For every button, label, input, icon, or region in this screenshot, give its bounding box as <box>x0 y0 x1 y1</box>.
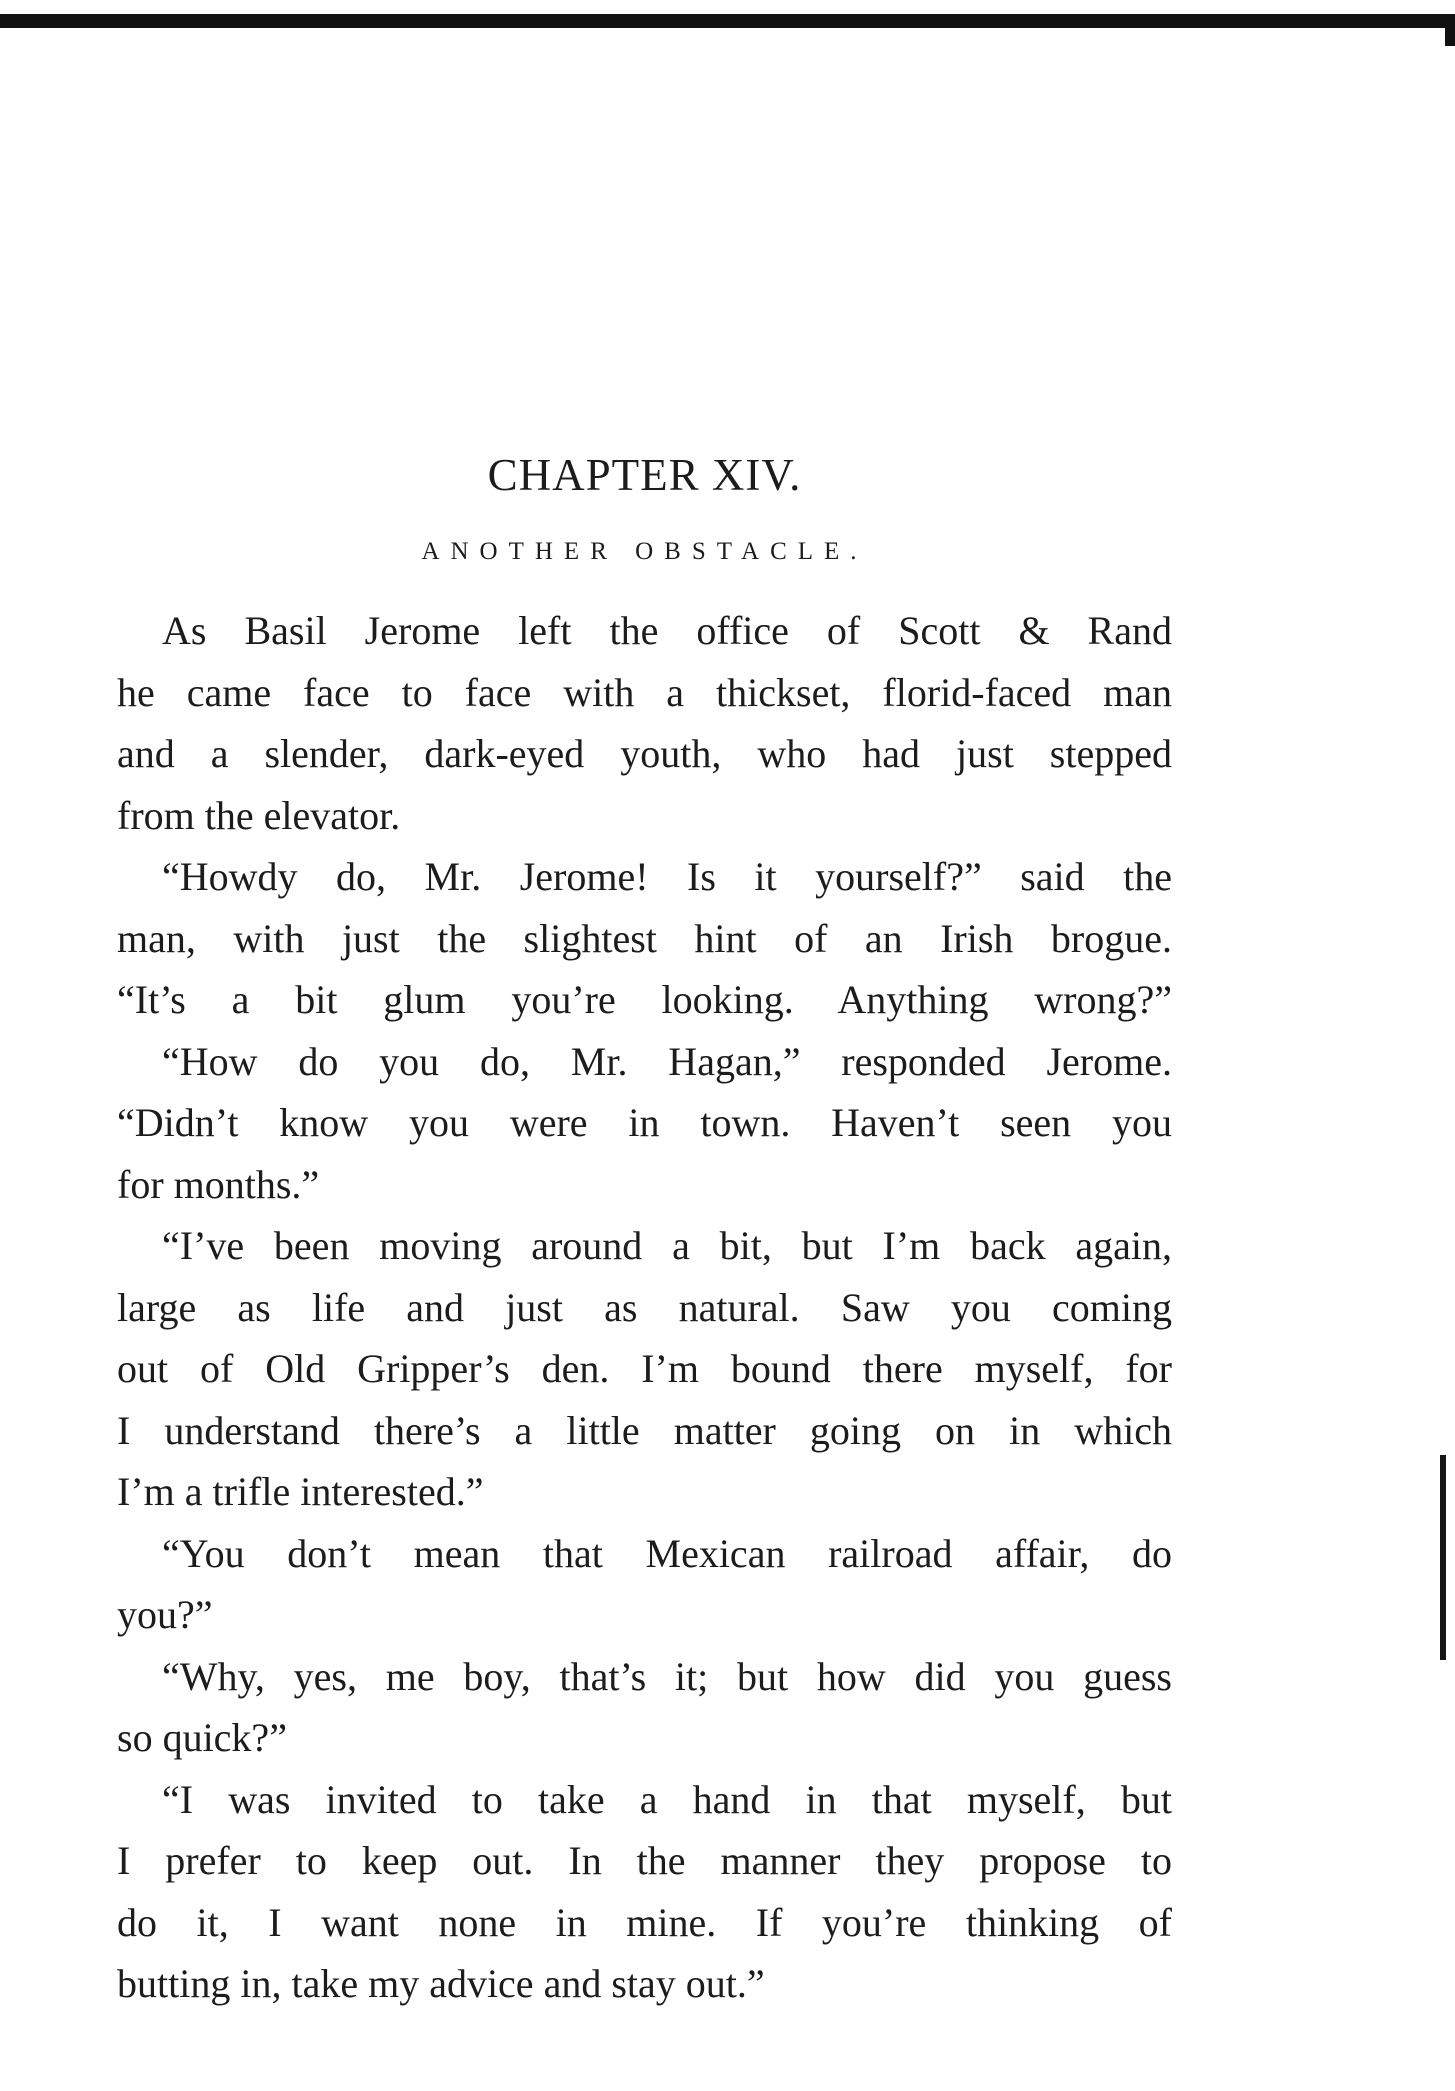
book-page <box>117 440 1172 2015</box>
text-line: “How do you do, Mr. Hagan,” responded Jerome. <box>162 1038 1172 1084</box>
text-line: As Basil Jerome left the office of Scott & Rand <box>162 608 1172 653</box>
text-line: large as life and just as natural. Saw you coming <box>117 1284 1172 1330</box>
paragraph-3 <box>117 1031 1172 1216</box>
paragraph-5 <box>117 1523 1172 1646</box>
text-line: I understand there’s a little matter going on in which <box>117 1407 1172 1453</box>
top-border-rule-tail <box>1445 14 1455 46</box>
paragraph-6 <box>117 1646 1172 1769</box>
text-line: I’m a trifle interested.” <box>117 1469 484 1514</box>
text-line: “Howdy do, Mr. Jerome! Is it yourself?” said the <box>162 854 1172 899</box>
text-line: he came face to face with a thickset, florid-faced man <box>117 669 1172 715</box>
text-line: butting in, take my advice and stay out.” <box>117 1961 765 2006</box>
chapter-subtitle: ANOTHER OBSTACLE. <box>421 538 868 565</box>
paragraph-4 <box>117 1215 1172 1523</box>
text-line: I prefer to keep out. In the manner they propose to <box>117 1838 1172 1883</box>
text-line: “I’ve been moving around a bit, but I’m back again, <box>162 1223 1172 1268</box>
top-border-rule <box>0 14 1452 28</box>
chapter-title: CHAPTER XIV. <box>487 450 802 500</box>
text-line: from the elevator. <box>117 792 401 838</box>
text-line: “It’s a bit glum you’re looking. Anything wrong?” <box>117 977 1172 1022</box>
paragraph-7 <box>117 1769 1172 2015</box>
text-line: “Why, yes, me boy, that’s it; but how did you guess <box>162 1653 1172 1699</box>
paragraph-2 <box>117 846 1172 1031</box>
text-line: for months.” <box>117 1161 320 1207</box>
text-line: so quick?” <box>117 1715 287 1760</box>
text-line: do it, I want none in mine. If you’re thinking of <box>117 1899 1172 1945</box>
text-line: out of Old Gripper’s den. I’m bound there myself, for <box>117 1346 1172 1391</box>
text-line: you?” <box>117 1592 213 1637</box>
text-line: “I was invited to take a hand in that myself, but <box>162 1776 1172 1822</box>
text-line: “Didn’t know you were in town. Haven’t seen you <box>117 1100 1172 1145</box>
text-line: “You don’t mean that Mexican railroad affair, do <box>162 1530 1172 1576</box>
margin-scan-mark <box>1440 1455 1446 1660</box>
text-line: man, with just the slightest hint of an Irish brogue. <box>117 915 1172 961</box>
text-line: and a slender, dark-eyed youth, who had just stepped <box>117 731 1172 776</box>
paragraph-1 <box>117 600 1172 846</box>
chapter-body <box>117 600 1172 2015</box>
